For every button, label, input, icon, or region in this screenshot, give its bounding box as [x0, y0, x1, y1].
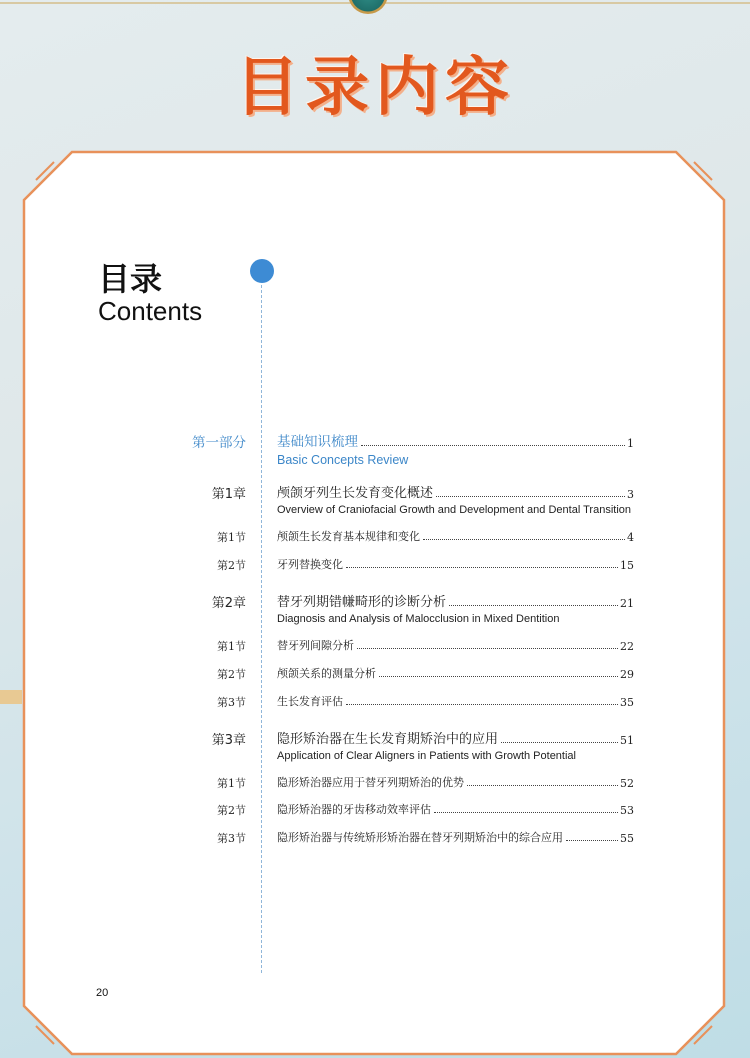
toc-label-chapter-1: 第1章 — [211, 487, 246, 502]
toc-entry-title: 隐形矫治器在生长发育期矫治中的应用 — [277, 732, 499, 747]
toc-label-section: 第3节 — [217, 832, 246, 845]
toc-entry-page: 21 — [620, 597, 634, 610]
toc-entry-section[interactable] — [277, 774, 634, 790]
toc-entry-chapter-1[interactable] — [277, 482, 634, 516]
dot-leader — [467, 785, 618, 786]
toc-label-section: 第1节 — [217, 640, 246, 653]
toc-entry-section[interactable] — [277, 665, 634, 681]
timeline-line — [261, 285, 262, 973]
toc-entry-section[interactable] — [277, 528, 634, 544]
toc-entry-page: 55 — [620, 832, 634, 845]
dot-leader — [379, 676, 618, 677]
toc-entry-title: 颅颌关系的测量分析 — [277, 667, 376, 680]
toc-label-chapter-2: 第2章 — [211, 596, 246, 611]
toc-entry-title: 替牙列间隙分析 — [277, 639, 354, 652]
toc-entry-page: 29 — [620, 668, 634, 681]
toc-entry-title: 隐形矫治器应用于替牙列期矫治的优势 — [277, 776, 464, 789]
toc-entry-title: 牙列替换变化 — [277, 558, 343, 571]
toc-entry-subtitle: Diagnosis and Analysis of Malocclusion in Mixed Dentition — [277, 613, 560, 625]
dot-leader — [434, 812, 618, 813]
toc-entry-chapter-2[interactable] — [277, 591, 634, 625]
toc-entry-title: 基础知识梳理 — [277, 434, 358, 450]
dot-leader — [501, 742, 618, 743]
page-number: 20 — [96, 987, 109, 999]
toc-label-chapter-3: 第3章 — [211, 733, 246, 748]
toc-entry-title: 隐形矫治器的牙齿移动效率评估 — [277, 803, 431, 816]
toc-entry-section[interactable] — [277, 556, 634, 572]
toc-entry-page: 51 — [620, 734, 634, 747]
toc-entry-title: 颅颌牙列生长发育变化概述 — [277, 486, 434, 501]
toc-label-section: 第2节 — [217, 804, 246, 817]
toc-entry-page: 53 — [620, 804, 634, 817]
toc-entry-title: 颅颌生长发育基本规律和变化 — [277, 530, 420, 543]
toc-label-section: 第1节 — [217, 777, 246, 790]
toc-entry-page: 3 — [627, 488, 634, 501]
timeline-dot-icon — [250, 259, 274, 283]
toc-entry-title: 替牙列期错㡘畸形的诊断分析 — [277, 595, 447, 610]
dot-leader — [346, 704, 618, 705]
toc-entry-page: 1 — [627, 437, 634, 450]
toc-entry-title: 隐形矫治器与传统矫形矫治器在替牙列期矫治中的综合应用 — [277, 831, 563, 844]
dot-leader — [357, 648, 618, 649]
toc-entry-section[interactable] — [277, 829, 634, 845]
toc-entry-chapter-3[interactable] — [277, 728, 634, 762]
toc-label-section: 第2节 — [217, 668, 246, 681]
dot-leader — [423, 539, 625, 540]
toc-entry-subtitle: Application of Clear Aligners in Patients with Growth Potential — [277, 750, 576, 762]
dot-leader — [346, 567, 618, 568]
dot-leader — [566, 840, 618, 841]
toc-label-section: 第2节 — [217, 559, 246, 572]
toc-label-section: 第1节 — [217, 531, 246, 544]
toc-entry-subtitle: Basic Concepts Review — [277, 453, 409, 467]
toc-entry-page: 52 — [620, 777, 634, 790]
left-edge-accent — [0, 690, 22, 704]
toc-title-chinese: 目录 — [98, 260, 163, 298]
top-ornament-icon — [348, 0, 388, 14]
page-heading: 目录内容 — [235, 50, 515, 125]
dot-leader — [449, 605, 618, 606]
toc-title-english: Contents — [98, 296, 203, 326]
toc-entry-page: 22 — [620, 640, 634, 653]
toc-entry-section[interactable] — [277, 637, 634, 653]
dot-leader — [436, 496, 625, 497]
toc-entry-title: 生长发育评估 — [277, 695, 343, 708]
toc-entry-section[interactable] — [277, 801, 634, 817]
toc-entry-section[interactable] — [277, 693, 634, 709]
toc-entry-page: 15 — [620, 559, 634, 572]
toc-entry-page: 35 — [620, 696, 634, 709]
toc-entry-page: 4 — [627, 531, 634, 544]
dot-leader — [361, 445, 625, 446]
toc-entry-subtitle: Overview of Craniofacial Growth and Development and Dental Transition — [277, 504, 632, 516]
toc-label-part-1: 第一部分 — [192, 435, 246, 451]
toc-entry-part-1[interactable] — [277, 430, 634, 467]
toc-label-section: 第3节 — [217, 696, 246, 709]
